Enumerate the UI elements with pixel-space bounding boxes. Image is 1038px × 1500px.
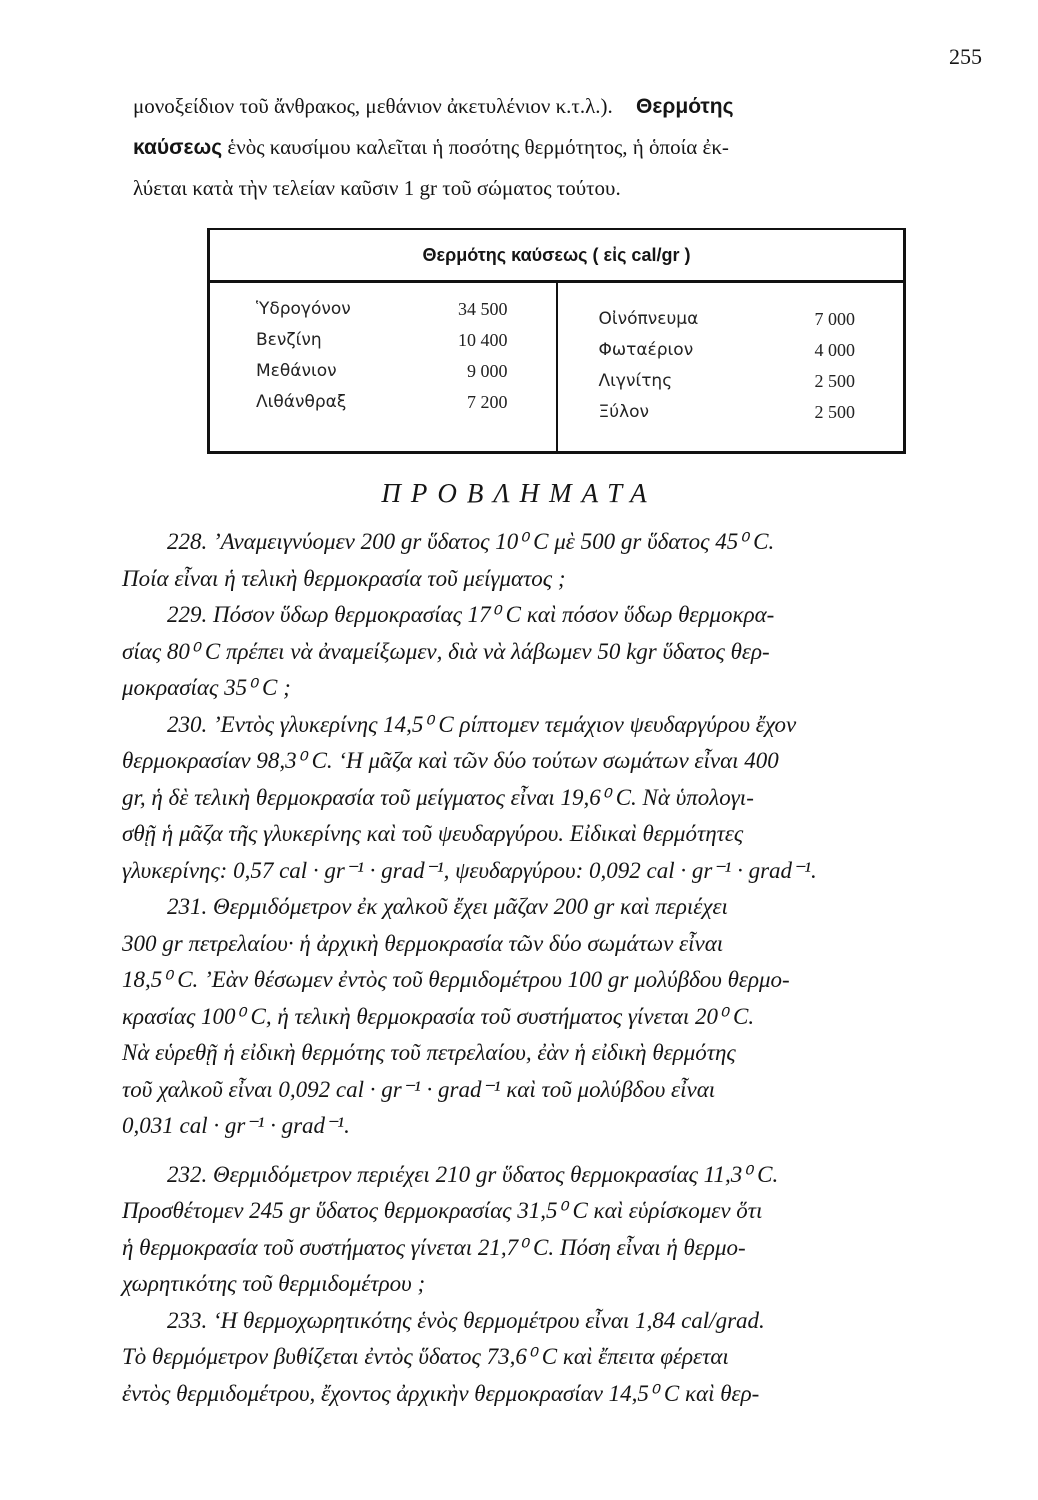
problem-line: 0,031 cal · gr⁻¹ · grad⁻¹. xyxy=(122,1113,350,1138)
problem-line: 228. ’Αναμειγνύομεν 200 gr ὕδατος 10⁰ C μὲ 500 gr ὕδατος 45⁰ C. xyxy=(167,529,775,554)
table-column-left xyxy=(210,283,558,453)
problem-line: Ποία εἶναι ἡ τελικὴ θερμοκρασία τοῦ μείγματος ; xyxy=(122,565,566,591)
problem-line: σθῇ ἡ μᾶζα τῆς γλυκερίνης καὶ τοῦ ψευδαργύρου. Εἰδικαὶ θερμότητες xyxy=(122,821,744,846)
problems-list xyxy=(122,524,967,1412)
problem-line: 18,5⁰ C. ’Εὰν θέσωμεν ἐντὸς τοῦ θερμιδομέτρου 100 gr μολύβδου θερμο- xyxy=(122,967,790,992)
table-row: Βενζίνη 10 400 xyxy=(256,330,508,350)
problem-233 xyxy=(122,1303,967,1413)
intro-line: μονοξείδιον τοῦ ἄνθρακος, μεθάνιον ἀκετυλένιον κ.τ.λ.). Θερμότης xyxy=(133,94,734,118)
problem-line: Τὸ θερμόμετρον βυθίζεται ἐντὸς ὕδατος 73,6⁰ C καὶ ἔπειτα φέρεται xyxy=(122,1344,729,1369)
problem-230 xyxy=(122,707,967,890)
problem-line: σίας 80⁰ C πρέπει νὰ ἀναμείξωμεν, διὰ νὰ λάβωμεν 50 kgr ὕδατος θερ- xyxy=(122,638,770,664)
problem-line: 229. Πόσον ὕδωρ θερμοκρασίας 17⁰ C καὶ πόσον ὕδωρ θερμοκρα- xyxy=(167,602,775,627)
table-row: Ὑδρογόνον 34 500 xyxy=(256,299,508,319)
table-row: Μεθάνιον 9 000 xyxy=(256,361,508,381)
term-heat-of-combustion: Θερμότης xyxy=(636,95,734,118)
problem-line: κρασίας 100⁰ C, ἡ τελικὴ θερμοκρασία τοῦ συστήματος γίνεται 20⁰ C. xyxy=(122,1003,755,1029)
table-row: Οἰνόπνευμα 7 000 xyxy=(598,309,855,329)
problem-line: ἐντὸς θερμιδομέτρου, ἔχοντος ἀρχικὴν θερμοκρασίαν 14,5⁰ C καὶ θερ- xyxy=(122,1380,760,1406)
problem-line: Νὰ εὑρεθῇ ἡ εἰδικὴ θερμότης τοῦ πετρελαίου, ἐὰν ἡ εἰδικὴ θερμότης xyxy=(122,1040,736,1065)
problem-line: gr, ἡ δὲ τελικὴ θερμοκρασία τοῦ μείγματος εἶναι 19,6⁰ C. Νὰ ὑπολογι- xyxy=(122,784,754,810)
problem-line: ἡ θερμοκρασία τοῦ συστήματος γίνεται 21,7⁰ C. Πόση εἶναι ἡ θερμο- xyxy=(122,1234,746,1260)
problem-line: 233. ‘Η θερμοχωρητικότης ἑνὸς θερμομέτρου εἶναι 1,84 cal/grad. xyxy=(167,1307,765,1333)
intro-line: λύεται κατὰ τὴν τελείαν καῦσιν 1 gr τοῦ σώματος τούτου. xyxy=(133,176,621,200)
table-row: Λιγνίτης 2 500 xyxy=(598,371,855,391)
table-row: Λιθάνθραξ 7 200 xyxy=(256,392,508,412)
problem-line: 231. Θερμιδόμετρον ἐκ χαλκοῦ ἔχει μᾶζαν 200 gr καὶ περιέχει xyxy=(167,894,728,919)
page-number: 255 xyxy=(949,44,982,69)
table-column-right xyxy=(558,283,904,453)
intro-paragraph xyxy=(133,86,963,208)
intro-line: καύσεως ἑνὸς καυσίμου καλεῖται ἡ ποσότης θερμότητος, ἡ ὁποία ἐκ- xyxy=(133,135,729,159)
problem-232 xyxy=(122,1157,967,1303)
table-row: Ξύλον 2 500 xyxy=(598,402,855,422)
problem-line: 230. ’Εντὸς γλυκερίνης 14,5⁰ C ρίπτομεν τεμάχιον ψευδαργύρου ἔχον xyxy=(167,711,797,737)
table-row: Φωταέριον 4 000 xyxy=(598,340,855,360)
table-caption: Θερμότης καύσεως ( εἰς cal/gr ) xyxy=(210,230,903,283)
problems-heading: ΠΡΟΒΛΗΜΑΤΑ xyxy=(381,478,657,508)
problem-229 xyxy=(122,597,967,707)
problem-line: χωρητικότης τοῦ θερμιδομέτρου ; xyxy=(122,1271,426,1296)
problem-line: γλυκερίνης: 0,57 cal · gr⁻¹ · grad⁻¹, ψευδαργύρου: 0,092 cal · gr⁻¹ · grad⁻¹. xyxy=(122,857,817,883)
problem-line: τοῦ χαλκοῦ εἶναι 0,092 cal · gr⁻¹ · grad⁻¹ καὶ τοῦ μολύβδου εἶναι xyxy=(122,1076,716,1102)
problem-line: 232. Θερμιδόμετρον περιέχει 210 gr ὕδατος θερμοκρασίας 11,3⁰ C. xyxy=(167,1161,779,1187)
problem-line: μοκρασίας 35⁰ C ; xyxy=(122,675,291,700)
problem-line: 300 gr πετρελαίου· ἡ ἀρχικὴ θερμοκρασία τῶν δύο σωμάτων εἶναι xyxy=(122,930,724,956)
problem-231 xyxy=(122,889,967,1145)
heat-of-combustion-table xyxy=(207,228,906,454)
problem-line: Προσθέτομεν 245 gr ὕδατος θερμοκρασίας 31,5⁰ C καὶ εὑρίσκομεν ὅτι xyxy=(122,1198,763,1223)
problem-line: θερμοκρασίαν 98,3⁰ C. ‘Η μᾶζα καὶ τῶν δύο τούτων σωμάτων εἶναι 400 xyxy=(122,748,779,773)
term-heat-of-combustion-cont: καύσεως xyxy=(133,136,223,159)
problem-228 xyxy=(122,524,967,597)
